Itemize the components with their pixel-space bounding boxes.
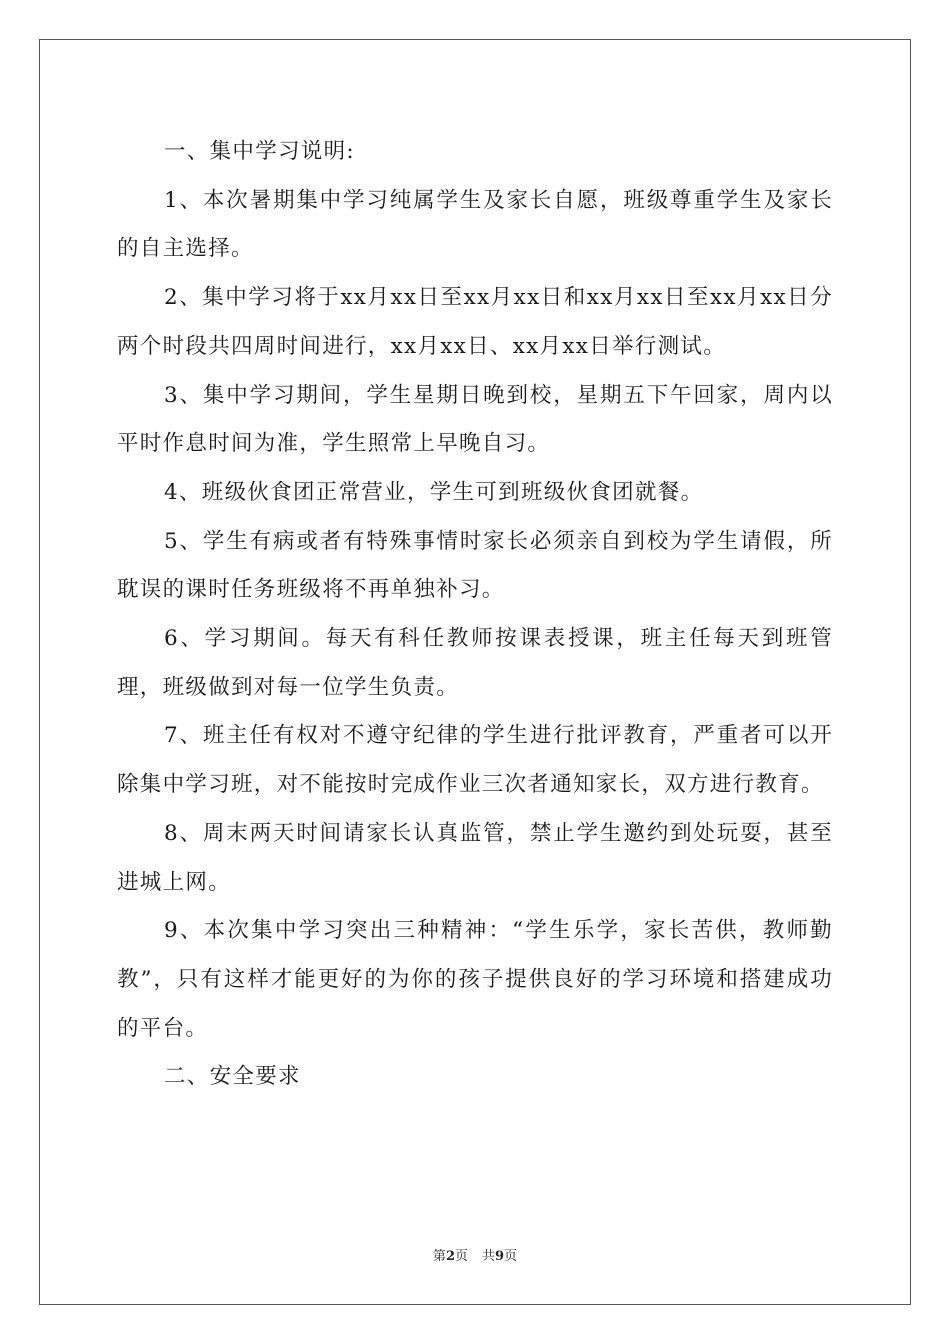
page-suffix: 页 [454, 1249, 468, 1264]
paragraph-item-7: 7、班主任有权对不遵守纪律的学生进行批评教育，严重者可以开除集中学习班，对不能按时完成作业三次者通知家长，双方进行教育。 [117, 723, 833, 798]
total-prefix: 共 [482, 1249, 496, 1264]
paragraph-item-4: 4、班级伙食团正常营业，学生可到班级伙食团就餐。 [164, 479, 704, 505]
page-prefix: 第 [432, 1249, 446, 1264]
paragraph-item-9: 9、本次集中学习突出三种精神：“学生乐学，家长苦供，教师勤教”，只有这样才能更好的为你的孩子提供良好的学习环境和搭建成功的平台。 [117, 918, 833, 1041]
paragraph-item-8: 8、周末两天时间请家长认真监管，禁止学生邀约到处玩耍，甚至进城上网。 [117, 820, 833, 895]
paragraph-item-6: 6、学习期间。每天有科任教师按课表授课，班主任每天到班管理，班级做到对每一位学生负责。 [117, 626, 833, 700]
paragraph-item-2: 2、集中学习将于xx月xx日至xx月xx日和xx月xx日至xx月xx日分两个时段共四周时间进行，xx月xx日、xx月xx日举行测试。 [117, 285, 833, 359]
paragraph-item-3: 3、集中学习期间，学生星期日晚到校，星期五下午回家，周内以平时作息时间为准，学生照常上早晚自习。 [117, 382, 833, 457]
section-heading-1: 一、集中学习说明: [164, 139, 355, 164]
paragraph-item-1: 1、本次暑期集中学习纯属学生及家长自愿，班级尊重学生及家长的自主选择。 [117, 187, 833, 262]
total-suffix: 页 [504, 1249, 518, 1264]
total-pages: 9 [495, 1249, 505, 1264]
page-footer [0, 1245, 950, 1264]
paragraph-item-5: 5、学生有病或者有特殊事情时家长必须亲自到校为学生请假，所耽误的课时任务班级将不再单独补习。 [117, 528, 833, 603]
page-number: 2 [445, 1249, 455, 1264]
section-heading-2: 二、安全要求 [164, 1064, 301, 1090]
document-body [117, 128, 833, 1102]
